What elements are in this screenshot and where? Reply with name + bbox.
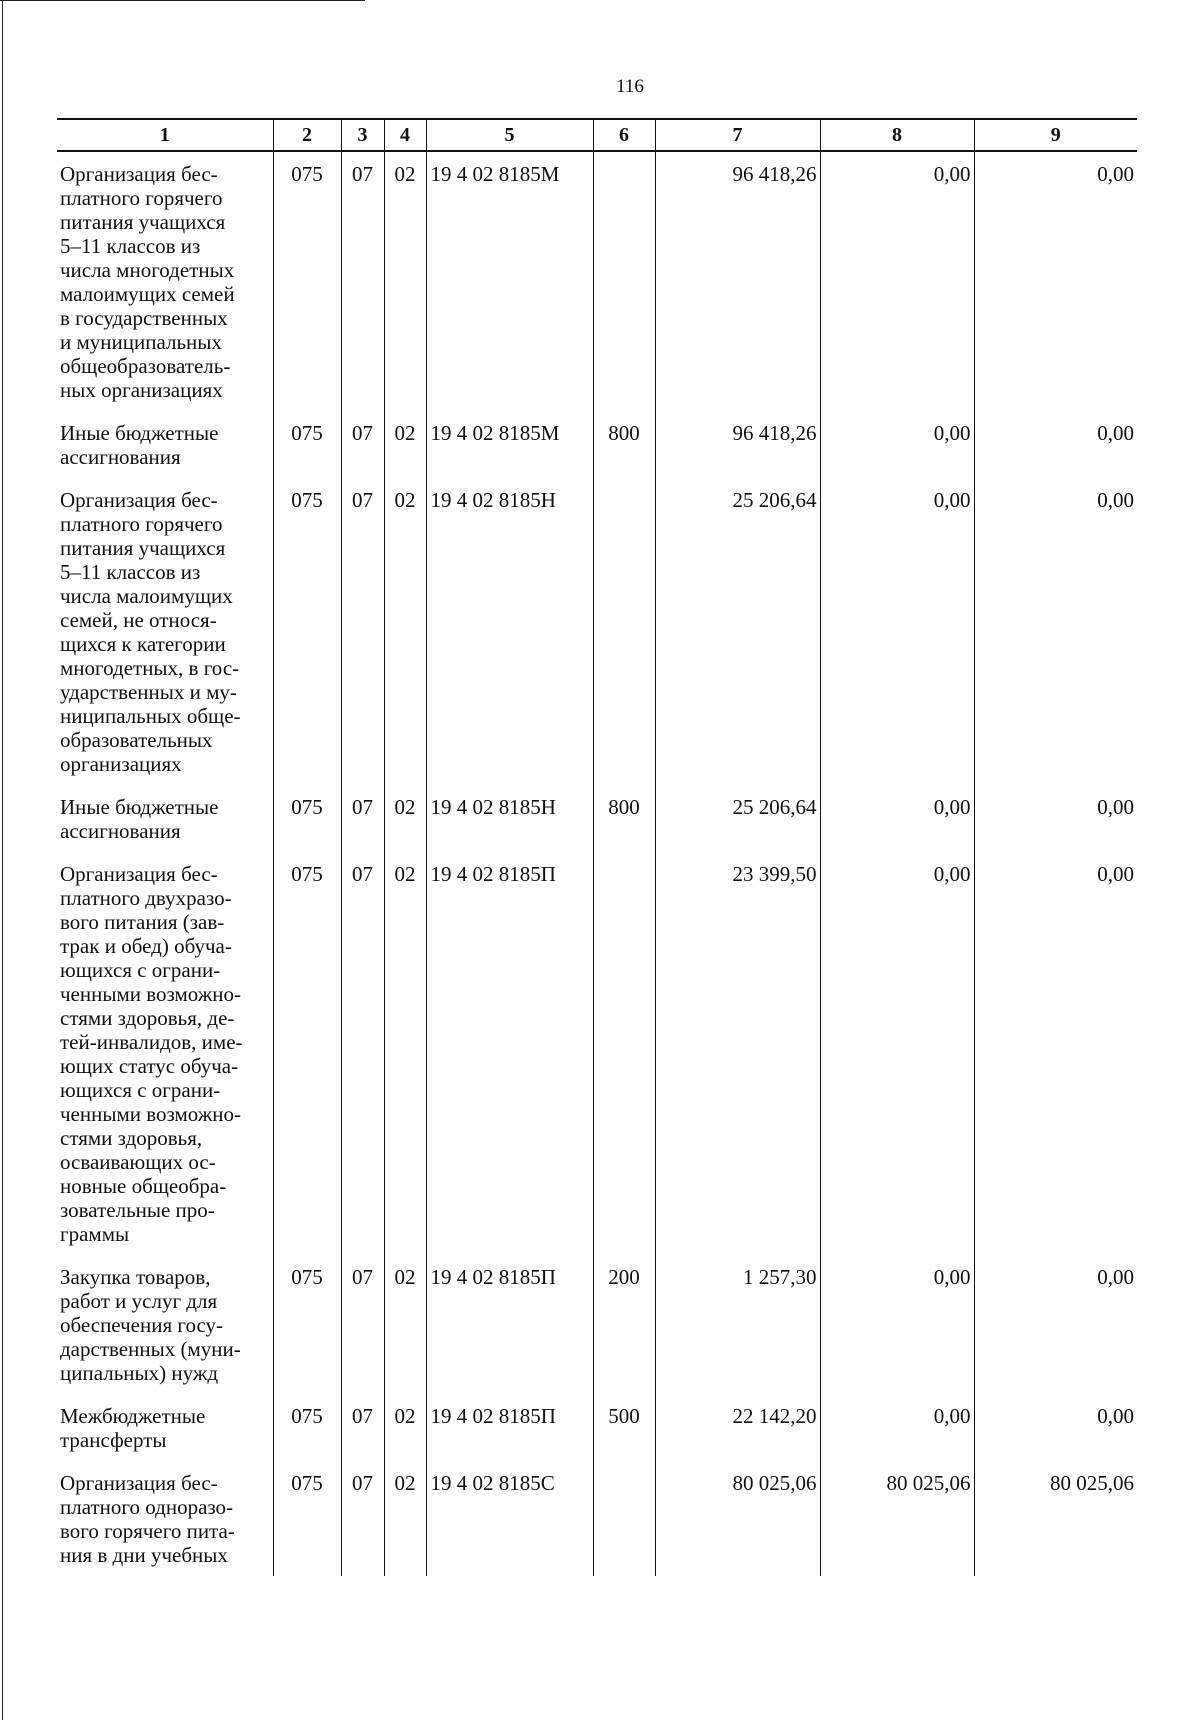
subsection-cell: 02 <box>384 411 426 478</box>
amount-col7-cell: 80 025,06 <box>655 1461 820 1576</box>
amount-col8-cell: 0,00 <box>820 478 974 785</box>
subsection-cell: 02 <box>384 478 426 785</box>
admin-code-cell: 075 <box>273 1461 341 1576</box>
subsection-cell: 02 <box>384 1255 426 1394</box>
row-name-cell: Организация бес- платного горячего питания учащихся 5–11 классов из числа малоимущих семей, не относя- щихся к категории многодетных, в гос- ударственных и му- ниципальных обще- образовательных организациях <box>60 488 241 776</box>
amount-col8-cell: 80 025,06 <box>820 1461 974 1576</box>
header-row <box>57 119 1137 151</box>
admin-code-cell: 075 <box>273 478 341 785</box>
subsection-cell: 02 <box>384 151 426 411</box>
amount-col8-cell: 0,00 <box>820 785 974 852</box>
amount-col7-cell: 1 257,30 <box>655 1255 820 1394</box>
row-name-cell: Организация бес- платного двухразо- вого питания (зав- трак и обед) обуча- ющихся с ограни- ченными возможно- стями здоровья, де- тей-инвалидов, име- ющих статус обуча- ющихся с ограни- ченными возможно- стями здоровья, осваивающих ос- новные общеобра- зовательные про- граммы <box>60 862 243 1246</box>
target-article-cell: 19 4 02 8185М <box>426 151 593 411</box>
subsection-cell: 02 <box>384 852 426 1255</box>
top-margin-rule <box>0 0 365 1</box>
amount-col9-cell: 0,00 <box>974 1255 1137 1394</box>
column-header: 7 <box>655 119 820 151</box>
admin-code-cell: 075 <box>273 411 341 478</box>
expense-type-cell: 200 <box>593 1255 655 1394</box>
section-cell: 07 <box>341 785 384 852</box>
expense-type-cell <box>593 1461 655 1576</box>
expense-type-cell <box>593 151 655 411</box>
target-article-cell: 19 4 02 8185П <box>426 1394 593 1461</box>
row-name-cell: Закупка товаров, работ и услуг для обеспечения госу- дарственных (муни- ципальных) нужд <box>60 1265 241 1385</box>
column-header: 3 <box>341 119 384 151</box>
admin-code-cell: 075 <box>273 1394 341 1461</box>
budget-table <box>57 118 1137 1576</box>
section-cell: 07 <box>341 151 384 411</box>
section-cell: 07 <box>341 478 384 785</box>
amount-col7-cell: 96 418,26 <box>655 411 820 478</box>
target-article-cell: 19 4 02 8185П <box>426 852 593 1255</box>
amount-col9-cell: 0,00 <box>974 411 1137 478</box>
amount-col7-cell: 25 206,64 <box>655 478 820 785</box>
target-article-cell: 19 4 02 8185М <box>426 411 593 478</box>
target-article-cell: 19 4 02 8185С <box>426 1461 593 1576</box>
left-margin-rule <box>2 0 3 1720</box>
admin-code-cell: 075 <box>273 1255 341 1394</box>
target-article-cell: 19 4 02 8185Н <box>426 478 593 785</box>
column-header: 1 <box>57 119 273 151</box>
section-cell: 07 <box>341 411 384 478</box>
row-name-cell: Иные бюджетные ассигнования <box>60 421 219 469</box>
admin-code-cell: 075 <box>273 151 341 411</box>
column-header: 9 <box>974 119 1137 151</box>
table-row <box>57 478 1137 785</box>
expense-type-cell <box>593 478 655 785</box>
amount-col8-cell: 0,00 <box>820 1255 974 1394</box>
amount-col9-cell: 0,00 <box>974 151 1137 411</box>
row-name-cell: Организация бес- платного одноразо- вого горячего пита- ния в дни учебных <box>60 1471 235 1567</box>
table-row <box>57 411 1137 478</box>
section-cell: 07 <box>341 1461 384 1576</box>
amount-col9-cell: 0,00 <box>974 852 1137 1255</box>
amount-col8-cell: 0,00 <box>820 411 974 478</box>
target-article-cell: 19 4 02 8185Н <box>426 785 593 852</box>
target-article-cell: 19 4 02 8185П <box>426 1255 593 1394</box>
expense-type-cell <box>593 852 655 1255</box>
subsection-cell: 02 <box>384 1461 426 1576</box>
table-row <box>57 1461 1137 1576</box>
amount-col9-cell: 0,00 <box>974 478 1137 785</box>
amount-col8-cell: 0,00 <box>820 1394 974 1461</box>
row-name-cell: Иные бюджетные ассигнования <box>60 795 219 843</box>
table-row <box>57 1394 1137 1461</box>
amount-col8-cell: 0,00 <box>820 151 974 411</box>
expense-type-cell: 500 <box>593 1394 655 1461</box>
section-cell: 07 <box>341 852 384 1255</box>
admin-code-cell: 075 <box>273 852 341 1255</box>
amount-col8-cell: 0,00 <box>820 852 974 1255</box>
column-header: 6 <box>593 119 655 151</box>
row-name-cell: Межбюджетные трансферты <box>60 1404 206 1452</box>
table-row <box>57 151 1137 411</box>
column-header: 8 <box>820 119 974 151</box>
table-row <box>57 785 1137 852</box>
amount-col7-cell: 23 399,50 <box>655 852 820 1255</box>
page-number: 116 <box>616 76 644 97</box>
section-cell: 07 <box>341 1394 384 1461</box>
column-header: 2 <box>273 119 341 151</box>
section-cell: 07 <box>341 1255 384 1394</box>
amount-col7-cell: 96 418,26 <box>655 151 820 411</box>
table-row <box>57 1255 1137 1394</box>
expense-type-cell: 800 <box>593 411 655 478</box>
amount-col9-cell: 0,00 <box>974 785 1137 852</box>
admin-code-cell: 075 <box>273 785 341 852</box>
subsection-cell: 02 <box>384 785 426 852</box>
table-row <box>57 852 1137 1255</box>
amount-col7-cell: 25 206,64 <box>655 785 820 852</box>
amount-col9-cell: 80 025,06 <box>974 1461 1137 1576</box>
subsection-cell: 02 <box>384 1394 426 1461</box>
column-header: 4 <box>384 119 426 151</box>
amount-col7-cell: 22 142,20 <box>655 1394 820 1461</box>
expense-type-cell: 800 <box>593 785 655 852</box>
row-name-cell: Организация бес- платного горячего питания учащихся 5–11 классов из числа многодетных малоимущих семей в государственных и муниципальных общеобразователь- ных организациях <box>60 162 235 402</box>
amount-col9-cell: 0,00 <box>974 1394 1137 1461</box>
column-header: 5 <box>426 119 593 151</box>
